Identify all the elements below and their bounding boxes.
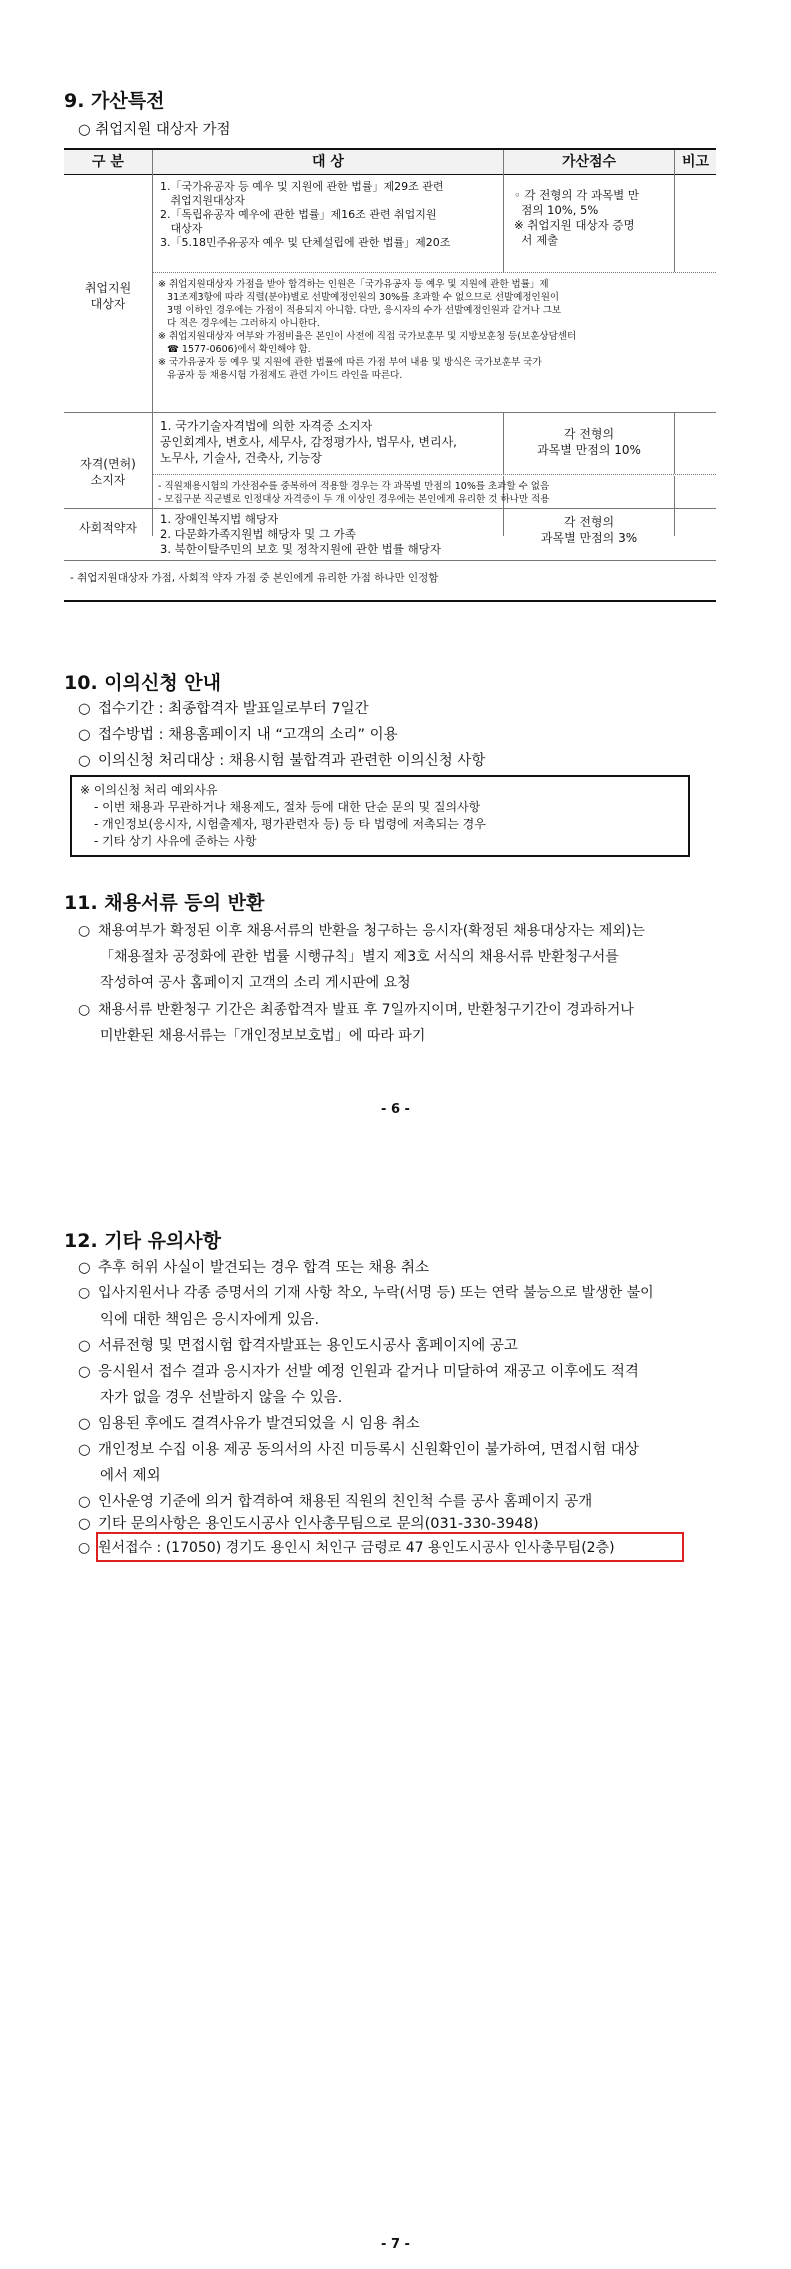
item-text: 기타 문의사항은 용인도시공사 인사총무팀으로 문의(031-330-3948) [98,1516,539,1532]
target-line: 2. 다문화가족지원법 해당자 및 그 가족 [160,527,356,541]
section-12-item [78,1438,639,1459]
note-line: ☎ 1577-0606)에서 확인해야 함. [158,344,311,355]
bullet-icon: ○ [78,1442,91,1458]
note-line: 다 적은 경우에는 그러하지 아니한다. [158,318,320,329]
score-veterans [514,188,639,248]
section-9-subtitle: ○ 취업지원 대상자 가점 [78,122,231,138]
bullet-icon: ○ [78,1516,91,1532]
bullet-icon: ○ [78,727,91,743]
section-10-item [78,697,369,718]
bullet-icon: ○ [78,1002,91,1018]
score-social [504,514,674,546]
item-text-cont: 자가 없을 경우 선발하지 않을 수 있음. [100,1390,343,1406]
item-text: 인사운영 기준에 의거 합격하여 채용된 직원의 친인척 수를 공사 홈페이지 공개 [98,1494,593,1510]
bullet-icon: ○ [78,1494,91,1510]
score-line: 각 전형의 [563,427,615,441]
score-line: 각 전형의 [563,515,615,529]
bullet-icon: ○ [78,1416,91,1432]
note-line: ※ 취업지원대상자 가점을 받아 합격하는 인원은「국가유공자 등 예우 및 지원에 관한 법률」제 [158,279,549,290]
category-license [64,456,152,488]
notes-license [158,480,549,506]
item-text: 채용여부가 확정된 이후 채용서류의 반환을 청구하는 응시자(확정된 채용대상자는 제외)는 [98,923,645,939]
section-12-item [78,1360,639,1381]
score-line: 과목별 만점의 10% [537,443,641,457]
bullet-icon: ○ [78,1364,91,1380]
note-line: - 모집구분 직군별로 인정대상 자격증이 두 개 이상인 경우에는 본인에게 유리한 것 하나만 적용 [158,494,550,505]
bullet-icon: ○ [78,701,91,717]
notes-veterans [158,278,576,382]
item-text: 원서접수 : (17050) 경기도 용인시 처인구 금령로 47 용인도시공사 인사총무팀(2층) [98,1540,615,1556]
section-11-title: 11. 채용서류 등의 반환 [64,892,265,914]
bullet-icon: ○ [78,1285,91,1301]
category-license-label: 자격(면허) 소지자 [80,457,136,487]
target-veterans [160,180,450,250]
category-social [64,520,152,536]
note-line: ※ 취업지원대상자 여부와 가점비율은 본인이 사전에 직접 국가보훈부 및 지방보훈청 등(보훈상담센터 [158,331,577,342]
item-text-cont: 작성하여 공사 홈페이지 고객의 소리 게시판에 요청 [100,975,411,991]
score-line: ◦ 각 전형의 각 과목별 만 [514,188,640,202]
target-line: 노무사, 기술사, 건축사, 기능장 [160,451,322,465]
section-12-title: 12. 기타 유의사항 [64,1230,222,1252]
score-license [504,426,674,458]
item-text-cont: 익에 대한 책임은 응시자에게 있음. [100,1312,320,1328]
header-target: 대 상 [153,150,503,174]
target-line: 대상자 [160,222,203,235]
item-text: 접수방법 : 채용홈페이지 내 “고객의 소리” 이용 [98,727,398,743]
target-line: 1. 국가기술자격법에 의한 자격증 소지자 [160,419,373,433]
box-line: ※ 이의신청 처리 예외사유 [80,783,218,797]
item-text-cont: 「채용절차 공정화에 관한 법률 시행규칙」별지 제3호 서식의 채용서류 반환청구서를 [100,949,619,965]
item-text: 응시원서 접수 결과 응시자가 선발 예정 인원과 같거나 미달하여 재공고 이후에도 적격 [98,1364,639,1380]
section-12-item [78,1334,518,1355]
header-score: 가산점수 [504,150,674,174]
bullet-icon: ○ [78,1260,91,1276]
target-line: 1.「국가유공자 등 예우 및 지원에 관한 법률」제29조 관련 [160,180,444,193]
section-9-title: 9. 가산특전 [64,90,165,112]
table-footnote: - 취업지원대상자 가점, 사회적 약자 가점 중 본인에게 유리한 가점 하나만 인정함 [70,572,439,584]
page-number: - 6 - [381,1102,410,1117]
bullet-icon: ○ [78,923,91,939]
target-license [160,418,457,466]
item-text-cont: 미반환된 채용서류는「개인정보보호법」에 따라 파기 [100,1028,426,1044]
target-line: 공인회계사, 변호사, 세무사, 감정평가사, 법무사, 변리사, [160,435,457,449]
target-line: 1. 장애인복지법 해당자 [160,512,279,526]
category-veterans [64,280,152,312]
score-line: 점의 10%, 5% [514,203,599,217]
objection-exception-box [70,775,690,857]
target-line: 취업지원대상자 [160,194,245,207]
item-text: 추후 허위 사실이 발견되는 경우 합격 또는 채용 취소 [98,1260,430,1276]
note-line: 31조제3항에 따라 직렬(분야)별로 선발예정인원의 30%를 초과할 수 없으므로 선발예정인원이 [158,292,560,303]
note-line: 유공자 등 채용시험 가점제도 관련 가이드 라인을 따른다. [158,370,403,381]
header-remark: 비고 [675,150,716,174]
category-veterans-label: 취업지원 대상자 [84,281,132,311]
box-line: - 개인정보(응시자, 시험출제자, 평가관련자 등) 등 타 법령에 저촉되는 경우 [94,817,486,831]
target-line: 2.「독립유공자 예우에 관한 법률」제16조 관련 취업지원 [160,208,437,221]
category-social-label: 사회적약자 [79,521,137,535]
item-text: 개인정보 수집 이용 제공 동의서의 사진 미등록시 신원확인이 불가하여, 면접시험 대상 [98,1442,639,1458]
score-line: ※ 취업지원 대상자 증명 [514,218,635,232]
item-text: 접수기간 : 최종합격자 발표일로부터 7일간 [98,701,369,717]
item-text-cont: 에서 제외 [100,1468,161,1484]
score-line: 서 제출 [514,233,559,247]
section-10-item [78,723,398,744]
target-social [160,512,441,557]
section-10-item [78,749,485,770]
bullet-icon: ○ [78,1338,91,1354]
box-line: - 이번 채용과 무관하거나 채용제도, 절차 등에 대한 단순 문의 및 질의사항 [94,800,481,814]
note-line: ※ 국가유공자 등 예우 및 지원에 관한 법률에 따른 가점 부여 내용 및 방식은 국가보훈부 국가 [158,357,542,368]
page-number: - 7 - [381,2237,410,2252]
note-line: - 직원채용시험의 가산점수를 중복하여 적용할 경우는 각 과목별 만점의 10%를 초과할 수 없음 [158,481,550,492]
item-text: 서류전형 및 면접시험 합격자발표는 용인도시공사 홈페이지에 공고 [98,1338,518,1354]
section-12-item [78,1490,592,1511]
section-12-item [78,1412,420,1433]
section-12-item [78,1282,654,1302]
section-12-item [78,1512,539,1533]
box-line: - 기타 상기 사유에 준하는 사항 [94,834,257,848]
section-11-item [78,920,645,940]
bullet-icon: ○ [78,1540,91,1556]
section-11-item [78,999,634,1019]
item-text: 입사지원서나 각종 증명서의 기재 사항 착오, 누락(서명 등) 또는 연락 불능으로 발생한 불이 [98,1285,654,1301]
item-text: 채용서류 반환청구 기간은 최종합격자 발표 후 7일까지이며, 반환청구기간이 경과하거나 [98,1002,634,1018]
bonus-points-table [64,148,716,602]
header-category: 구 분 [64,150,152,174]
item-text: 임용된 후에도 결격사유가 발견되었을 시 임용 취소 [98,1416,420,1432]
section-12-item [78,1256,429,1277]
section-10-title: 10. 이의신청 안내 [64,672,222,694]
section-12-item-address [78,1537,615,1557]
score-line: 과목별 만점의 3% [540,531,638,545]
note-line: 3명 이하인 경우에는 가점이 적용되지 아니함. 다만, 응시자의 수가 선발예정인원과 같거나 그보 [158,305,562,316]
item-text: 이의신청 처리대상 : 채용시험 불합격과 관련한 이의신청 사항 [98,753,486,769]
target-line: 3. 북한이탈주민의 보호 및 정착지원에 관한 법률 해당자 [160,542,441,556]
target-line: 3.「5.18민주유공자 예우 및 단체설립에 관한 법률」제20조 [160,236,451,249]
bullet-icon: ○ [78,753,91,769]
